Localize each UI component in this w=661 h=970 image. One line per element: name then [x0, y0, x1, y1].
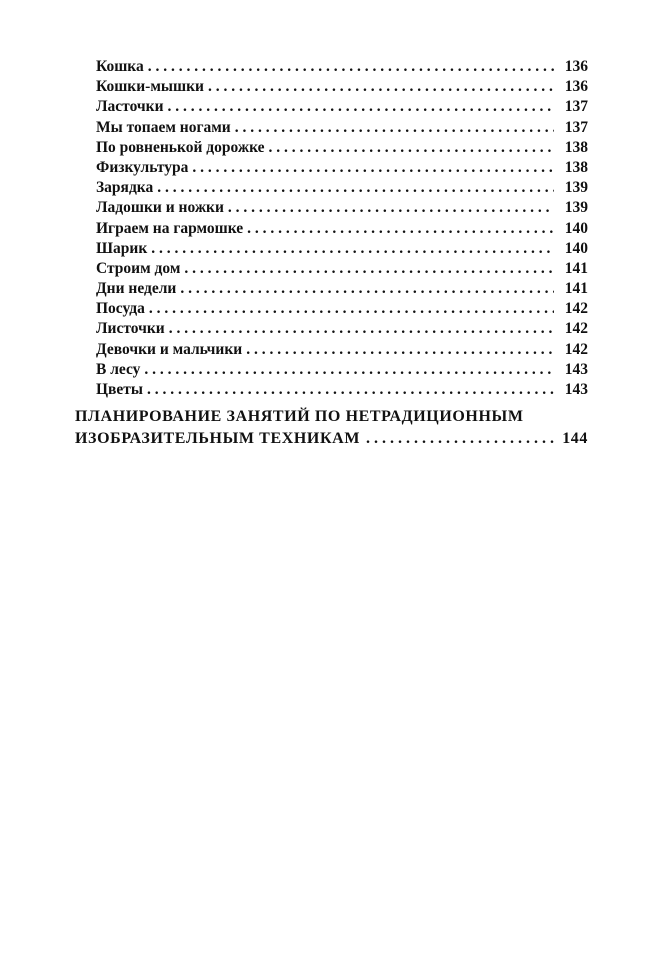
toc-entry-title: Шарик: [96, 239, 148, 257]
toc-entry-page: 137: [564, 118, 588, 136]
toc-entry-title: Дни недели: [96, 280, 177, 298]
section-title-line-1: ПЛАНИРОВАНИЕ ЗАНЯТИЙ ПО НЕТРАДИЦИОННЫМ: [75, 408, 524, 425]
toc-entry: [96, 219, 588, 239]
toc-entry: [96, 319, 588, 339]
toc-entry: [96, 299, 588, 319]
dot-leader: [184, 259, 554, 279]
toc-entry: [96, 279, 588, 299]
table-of-contents: [96, 57, 588, 400]
toc-entry-page: 140: [564, 239, 588, 257]
dot-leader: [208, 77, 554, 97]
dot-leader: [192, 158, 554, 178]
toc-entry-page: 142: [564, 340, 588, 358]
toc-entry-page: 136: [564, 78, 588, 96]
toc-entry-page: 137: [564, 98, 588, 116]
toc-entry-title: Листочки: [96, 320, 165, 338]
dot-leader: [149, 299, 554, 319]
toc-entry-page: 143: [564, 381, 588, 398]
dot-leader: [147, 380, 554, 400]
section-heading-entry: [75, 406, 588, 450]
toc-entry-title: Кошка: [96, 58, 144, 75]
toc-entry-page: 142: [564, 300, 588, 318]
dot-leader: [228, 198, 554, 218]
section-title-row: [75, 428, 588, 450]
toc-entry-page: 140: [564, 219, 588, 237]
dot-leader: [366, 428, 554, 450]
dot-leader: [169, 319, 554, 339]
toc-entry-title: Посуда: [96, 300, 145, 318]
toc-entry: [96, 239, 588, 259]
section-page: 144: [562, 430, 588, 447]
toc-entry-title: Зарядка: [96, 179, 154, 197]
toc-entry: [96, 178, 588, 198]
section-title-line-2: ИЗОБРАЗИТЕЛЬНЫМ ТЕХНИКАМ: [75, 430, 361, 447]
toc-entry-title: Цветы: [96, 381, 144, 398]
toc-entry: [96, 118, 588, 138]
dot-leader: [269, 138, 555, 158]
dot-leader: [144, 360, 554, 380]
toc-entry: [96, 360, 588, 380]
toc-entry-title: В лесу: [96, 360, 141, 378]
toc-entry-title: Мы топаем ногами: [96, 118, 231, 136]
toc-entry-page: 141: [564, 280, 588, 298]
toc-entry-title: Кошки-мышки: [96, 78, 204, 96]
toc-entry: [96, 97, 588, 117]
toc-entry: [96, 198, 588, 218]
toc-entry-title: Строим дом: [96, 259, 181, 277]
toc-entry-page: 142: [564, 320, 588, 338]
toc-entry-title: По ровненькой дорожке: [96, 138, 265, 156]
toc-entry-page: 139: [564, 179, 588, 197]
dot-leader: [246, 340, 554, 360]
toc-entry-page: 141: [564, 259, 588, 277]
toc-entry: [96, 57, 588, 77]
toc-entry-page: 143: [564, 360, 588, 378]
dot-leader: [148, 57, 554, 77]
dot-leader: [180, 279, 554, 299]
toc-entry-page: 139: [564, 199, 588, 217]
dot-leader: [168, 97, 554, 117]
toc-entry: [96, 77, 588, 97]
toc-entry-page: 138: [564, 158, 588, 176]
toc-entry-page: 136: [564, 58, 588, 75]
toc-entry-title: Играем на гармошке: [96, 219, 244, 237]
toc-entry-title: Девочки и мальчики: [96, 340, 243, 358]
toc-entry: [96, 380, 588, 400]
toc-entry-page: 138: [564, 138, 588, 156]
dot-leader: [151, 239, 554, 259]
toc-entry-title: Ласточки: [96, 98, 164, 116]
toc-entry-title: Ладошки и ножки: [96, 199, 224, 217]
toc-entry-title: Физкультура: [96, 158, 189, 176]
dot-leader: [247, 219, 554, 239]
toc-entry: [96, 259, 588, 279]
toc-entry: [96, 158, 588, 178]
dot-leader: [157, 178, 554, 198]
dot-leader: [235, 118, 554, 138]
toc-entry: [96, 340, 588, 360]
toc-entry: [96, 138, 588, 158]
